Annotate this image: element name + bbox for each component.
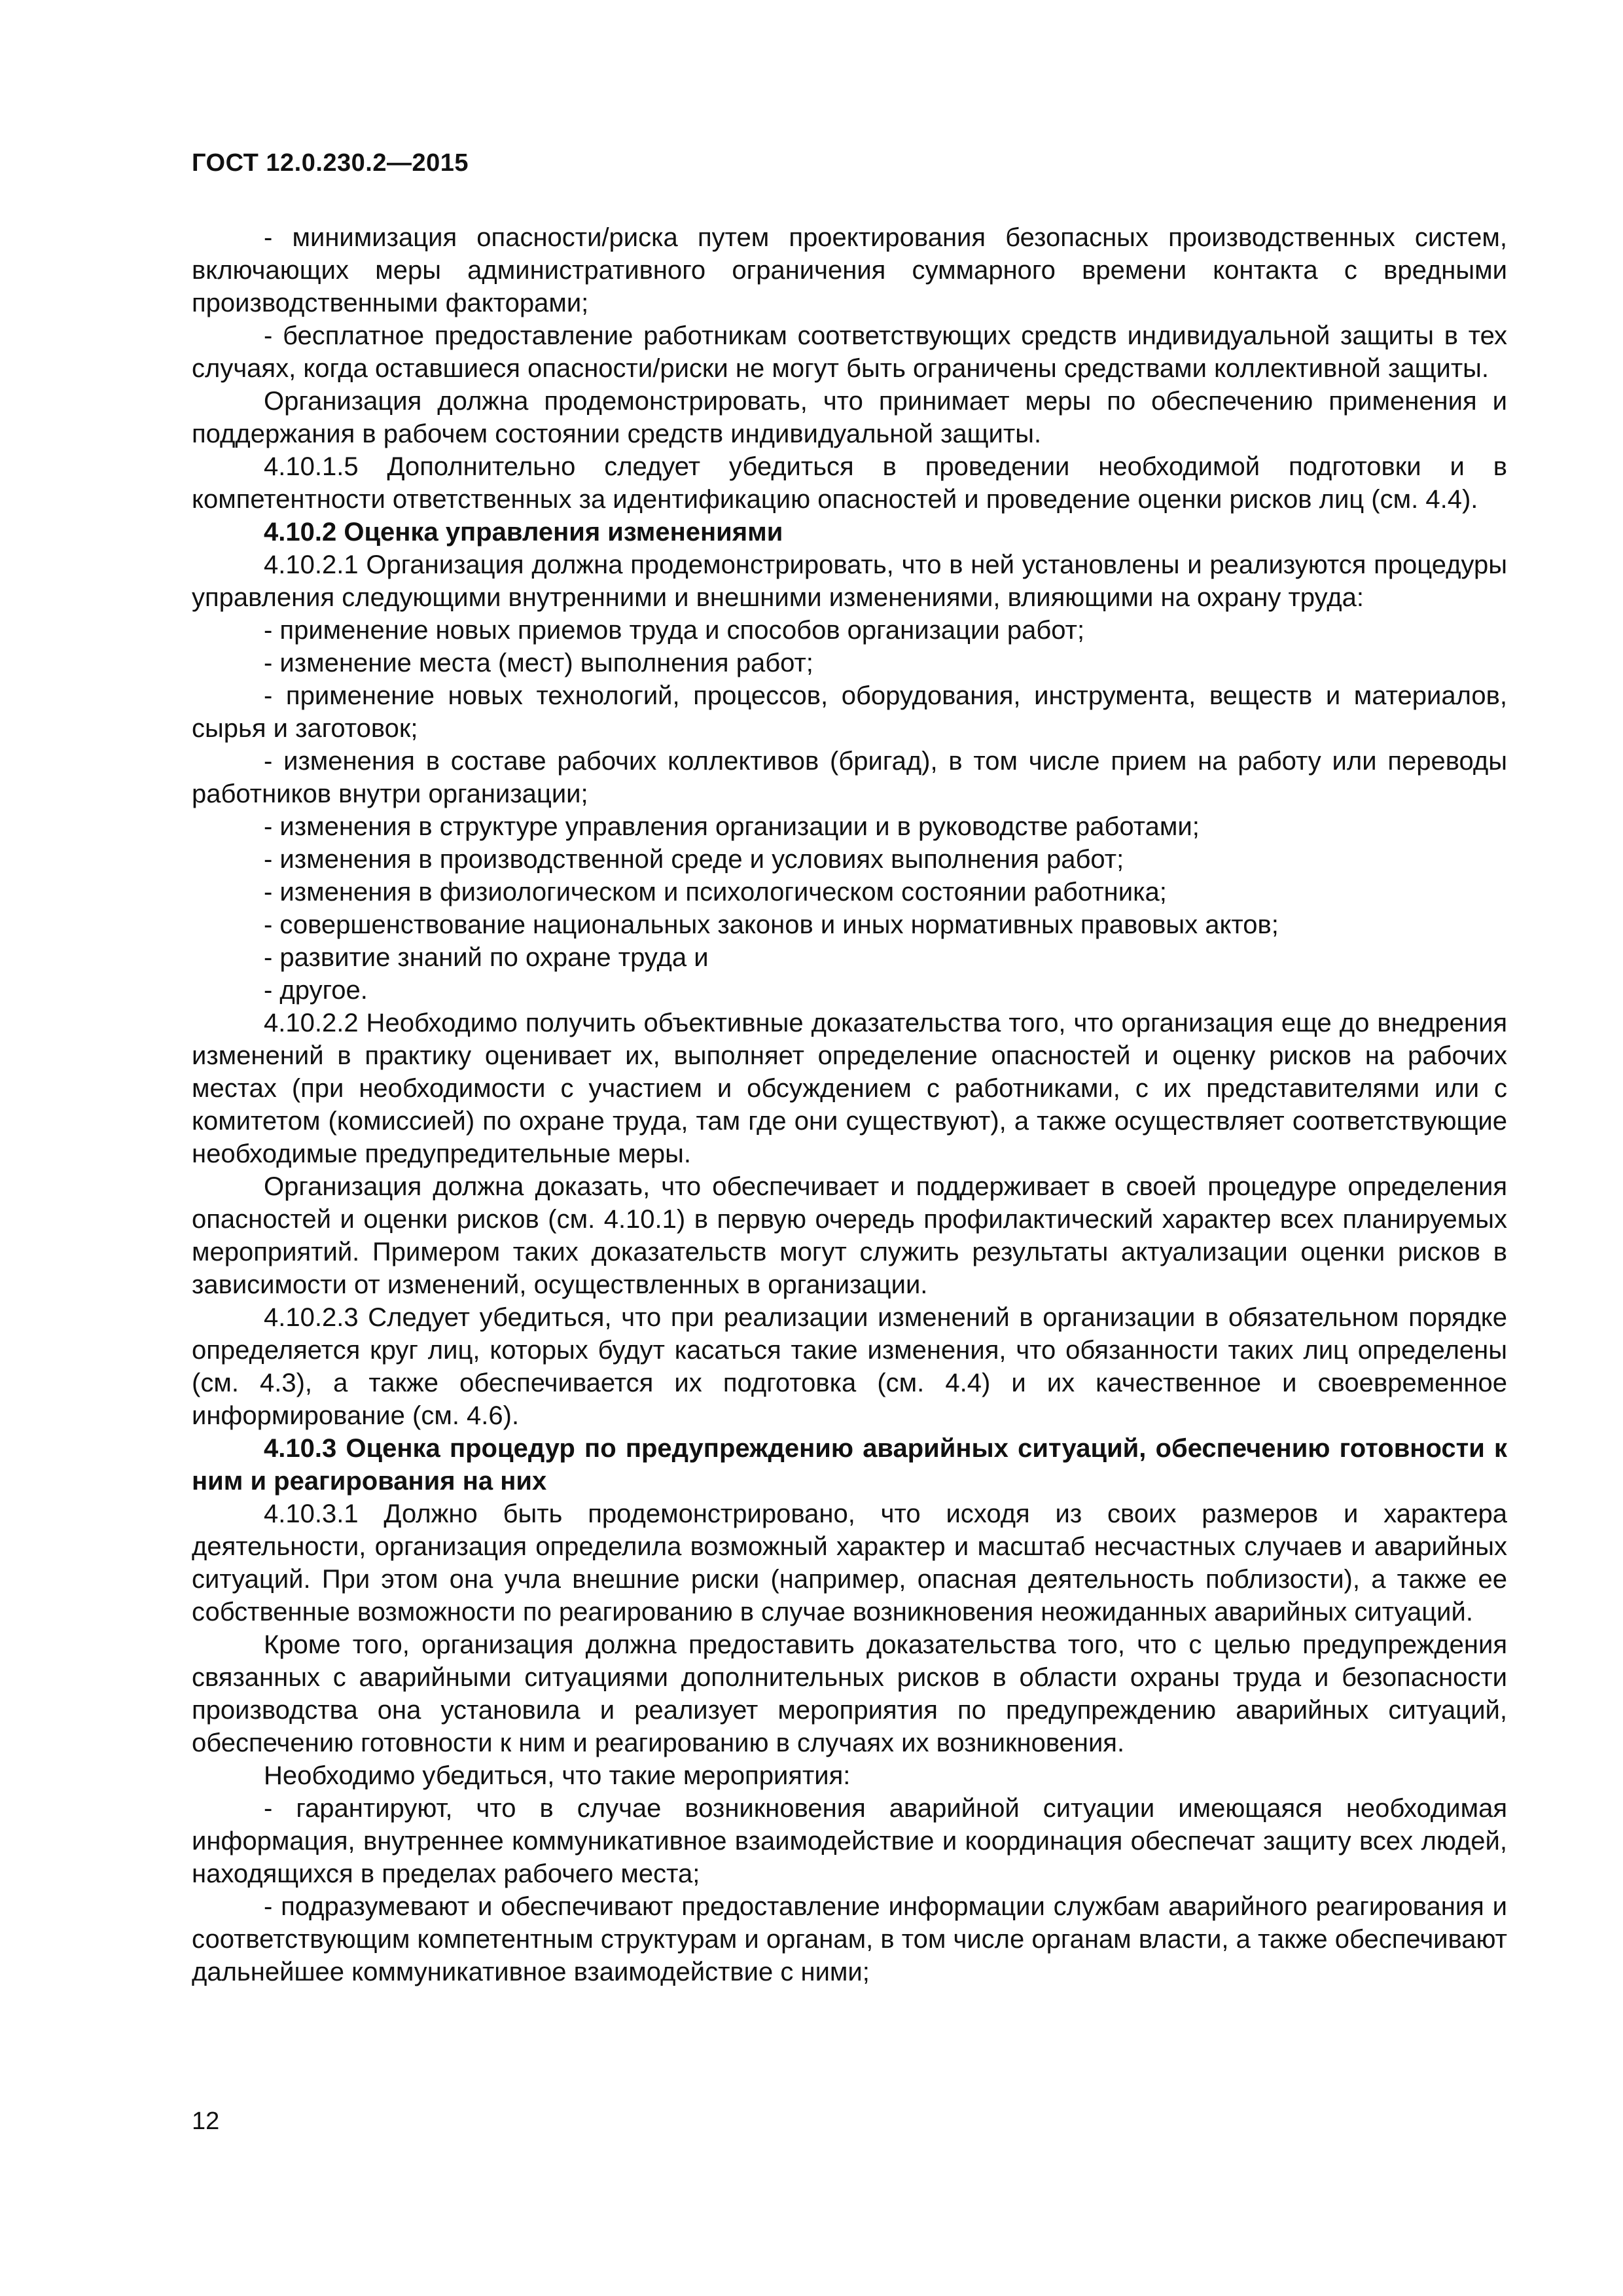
list-item: - изменения в составе рабочих коллективов (бригад), в том числе прием на работу или переводы работников внутри организации; bbox=[192, 747, 1507, 808]
list-item: - применение новых приемов труда и способов организации работ; bbox=[264, 616, 1085, 645]
paragraph-18: Организация должна доказать, что обеспечивает и поддерживает в своей процедуре определения опасностей и оценки рисков (см. 4.10.1) в первую очередь профилактический характер всех планируемых мероприятий. Примером таких доказательств могут служить результаты актуализации оценки рисков в зависимости от изменений, осуществленных в организации. bbox=[192, 1172, 1507, 1299]
section-heading-4-10-3: 4.10.3 Оценка процедур по предупреждению аварийных ситуаций, обеспечению готовности к ним и реагирования на них bbox=[192, 1434, 1507, 1496]
paragraph-22: Кроме того, организация должна предоставить доказательства того, что с целью предупреждения связанных с аварийными ситуациями дополнительных рисков в области охраны труда и безопасности производства она установила и реализует мероприятия по предупреждению аварийных ситуаций, обеспечению готовности к ним и реагированию в случаях их возникновения. bbox=[192, 1630, 1507, 1757]
list-item: - изменение места (мест) выполнения работ; bbox=[264, 649, 813, 677]
paragraph-3: Организация должна продемонстрировать, что принимает меры по обеспечению применения и поддержания в рабочем состоянии средств индивидуальной защиты. bbox=[192, 387, 1507, 448]
list-item: - развитие знаний по охране труда и bbox=[264, 943, 709, 972]
document-body bbox=[192, 221, 1507, 1988]
document-header: ГОСТ 12.0.230.2—2015 bbox=[192, 149, 469, 177]
paragraph-4: 4.10.1.5 Дополнительно следует убедиться в проведении необходимой подготовки и в компетентности ответственных за идентификацию опасностей и проведение оценки рисков лиц (см. 4.4). bbox=[192, 452, 1507, 514]
list-item: - подразумевают и обеспечивают предоставление информации службам аварийного реагирования и соответствующим компетентным структурам и органам, в том числе органам власти, а также обеспечивают дальнейшее коммуникативное взаимодействие с ними; bbox=[192, 1892, 1507, 1986]
paragraph-2: - бесплатное предоставление работникам соответствующих средств индивидуальной защиты в тех случаях, когда оставшиеся опасности/риски не могут быть ограничены средствами коллективной защиты. bbox=[192, 321, 1507, 383]
section-heading-4-10-2: 4.10.2 Оценка управления изменениями bbox=[264, 518, 783, 547]
list-item: - совершенствование национальных законов и иных нормативных правовых актов; bbox=[264, 910, 1279, 939]
list-item: - применение новых технологий, процессов, оборудования, инструмента, веществ и материалов, сырья и заготовок; bbox=[192, 681, 1507, 743]
list-item: - другое. bbox=[264, 976, 368, 1005]
paragraph-21: 4.10.3.1 Должно быть продемонстрировано, что исходя из своих размеров и характера деятельности, организация определила возможный характер и масштаб несчастных случаев и аварийных ситуаций. При этом она учла внешние риски (например, опасная деятельность поблизости), а также ее собственные возможности по реагированию в случае возникновения неожиданных аварийных ситуаций. bbox=[192, 1499, 1507, 1626]
paragraph-23: Необходимо убедиться, что такие мероприятия: bbox=[264, 1761, 851, 1790]
paragraph-17: 4.10.2.2 Необходимо получить объективные доказательства того, что организация еще до внедрения изменений в практику оценивает их, выполняет определение опасностей и оценку рисков на рабочих местах (при необходимости с участием и обсуждением с работниками, с их представителями или с комитетом (комиссией) по охране труда, там где они существуют), а также осуществляет соответствующие необходимые предупредительные меры. bbox=[192, 1009, 1507, 1168]
list-item: - изменения в производственной среде и условиях выполнения работ; bbox=[264, 845, 1124, 874]
list-item: - гарантируют, что в случае возникновения аварийной ситуации имеющаяся необходимая информация, внутреннее коммуникативное взаимодействие и координация обеспечат защиту всех людей, находящихся в пределах рабочего места; bbox=[192, 1794, 1507, 1888]
paragraph-19: 4.10.2.3 Следует убедиться, что при реализации изменений в организации в обязательном порядке определяется круг лиц, которых будут касаться такие изменения, что обязанности таких лиц определены (см. 4.3), а также обеспечивается их подготовка (см. 4.4) и их качественное и своевременное информирование (см. 4.6). bbox=[192, 1303, 1507, 1430]
list-item: - изменения в структуре управления организации и в руководстве работами; bbox=[264, 812, 1200, 841]
page-number: 12 bbox=[192, 2108, 220, 2135]
paragraph-6: 4.10.2.1 Организация должна продемонстрировать, что в ней установлены и реализуются процедуры управления следующими внутренними и внешними изменениями, влияющими на охрану труда: bbox=[192, 550, 1507, 612]
list-item: - изменения в физиологическом и психологическом состоянии работника; bbox=[264, 878, 1167, 906]
paragraph-1: - минимизация опасности/риска путем проектирования безопасных производственных систем, включающих меры административного ограничения суммарного времени контакта с вредными производственными факторами; bbox=[192, 223, 1507, 317]
